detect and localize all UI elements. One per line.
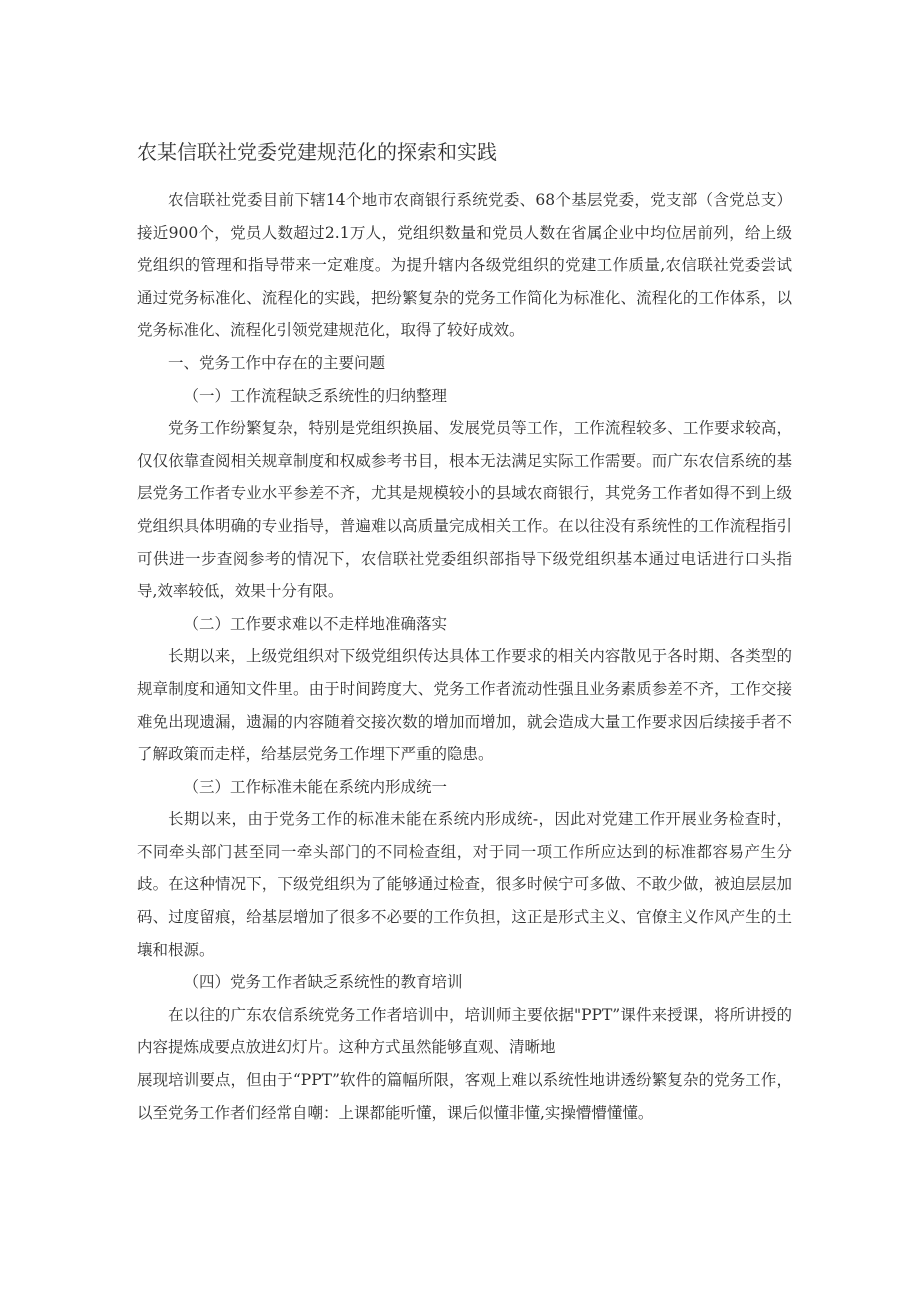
paragraph-4a: 在以往的广东农信系统党务工作者培训中，培训师主要依据"PPT”课件来授课，将所讲授的内容提炼成要点放进幻灯片。这种方式虽然能够直观、清晰地	[137, 1005, 792, 1057]
section-heading-1: 一、党务工作中存在的主要问题	[168, 353, 386, 372]
document-body	[137, 184, 792, 1129]
paragraph-2: 长期以来，上级党组织对下级党组织传达具体工作要求的相关内容散见于各时期、各类型的规章制度和通知文件里。由于时间跨度大、党务工作者流动性强且业务素质参差不齐，工作交接难免出现遗漏，遗漏的内容随着交接次数的增加而增加，就会造成大量工作要求因后续接手者不了解政策而走样，给基层党务工作埋下严重的隐患。	[137, 647, 792, 764]
subsection-heading-4: （四）党务工作者缺乏系统性的教育培训	[183, 973, 463, 992]
document-title: 农某信联社党委党建规范化的探索和实践	[137, 140, 497, 164]
paragraph-1: 党务工作纷繁复杂，特别是党组织换届、发展党员等工作，工作流程较多、工作要求较高，仅仅依靠查阅相关规章制度和权威参考书目，根本无法满足实际工作需要。而广东农信系统的基层党务工作者专业水平参差不齐，尤其是规模较小的县域农商银行，其党务工作者如得不到上级党组织具体明确的专业指导，普遍难以高质量完成相关工作。在以往没有系统性的工作流程指引可供进一步查阅参考的情况下，农信联社党委组织部指导下级党组织基本通过电话进行口头指导,效率较低，效果十分有限。	[137, 419, 792, 601]
paragraph-intro: 农信联社党委目前下辖14个地市农商银行系统党委、68个基层党委，党支部（含党总支）接近900个，党员人数超过2.1万人，党组织数量和党员人数在省属企业中均位居前列，给上级党组织的管理和指导带来一定难度。为提升辖内各级党组织的党建工作质量,农信联社党委尝试通过党务标准化、流程化的实践，把纷繁复杂的党务工作简化为标准化、流程化的工作体系，以党务标准化、流程化引领党建规范化，取得了较好成效。	[137, 191, 792, 340]
subsection-heading-2: （二）工作要求难以不走样地准确落实	[183, 614, 448, 633]
subsection-heading-3: （三）工作标准未能在系统内形成统一	[183, 777, 448, 796]
paragraph-4b: 展现培训要点，但由于“PPT”软件的篇幅所限，客观上难以系统性地讲透纷繁复杂的党务工作，以至党务工作者们经常自嘲：上课都能听懂，课后似懂非懂,实操懵懵懂懂。	[137, 1071, 792, 1122]
paragraph-3: 长期以来，由于党务工作的标准未能在系统内形成统-，因此对党建工作开展业务检查时，不同牵头部门甚至同一牵头部门的不同检查组，对于同一项工作所应达到的标准都容易产生分歧。在这种情况下，下级党组织为了能够通过检查，很多时候宁可多做、不敢少做，被迫层层加码、过度留痕，给基层增加了很多不必要的工作负担，这正是形式主义、官僚主义作风产生的土壤和根源。	[137, 810, 792, 959]
subsection-heading-1: （一）工作流程缺乏系统性的归纳整理	[183, 386, 448, 405]
